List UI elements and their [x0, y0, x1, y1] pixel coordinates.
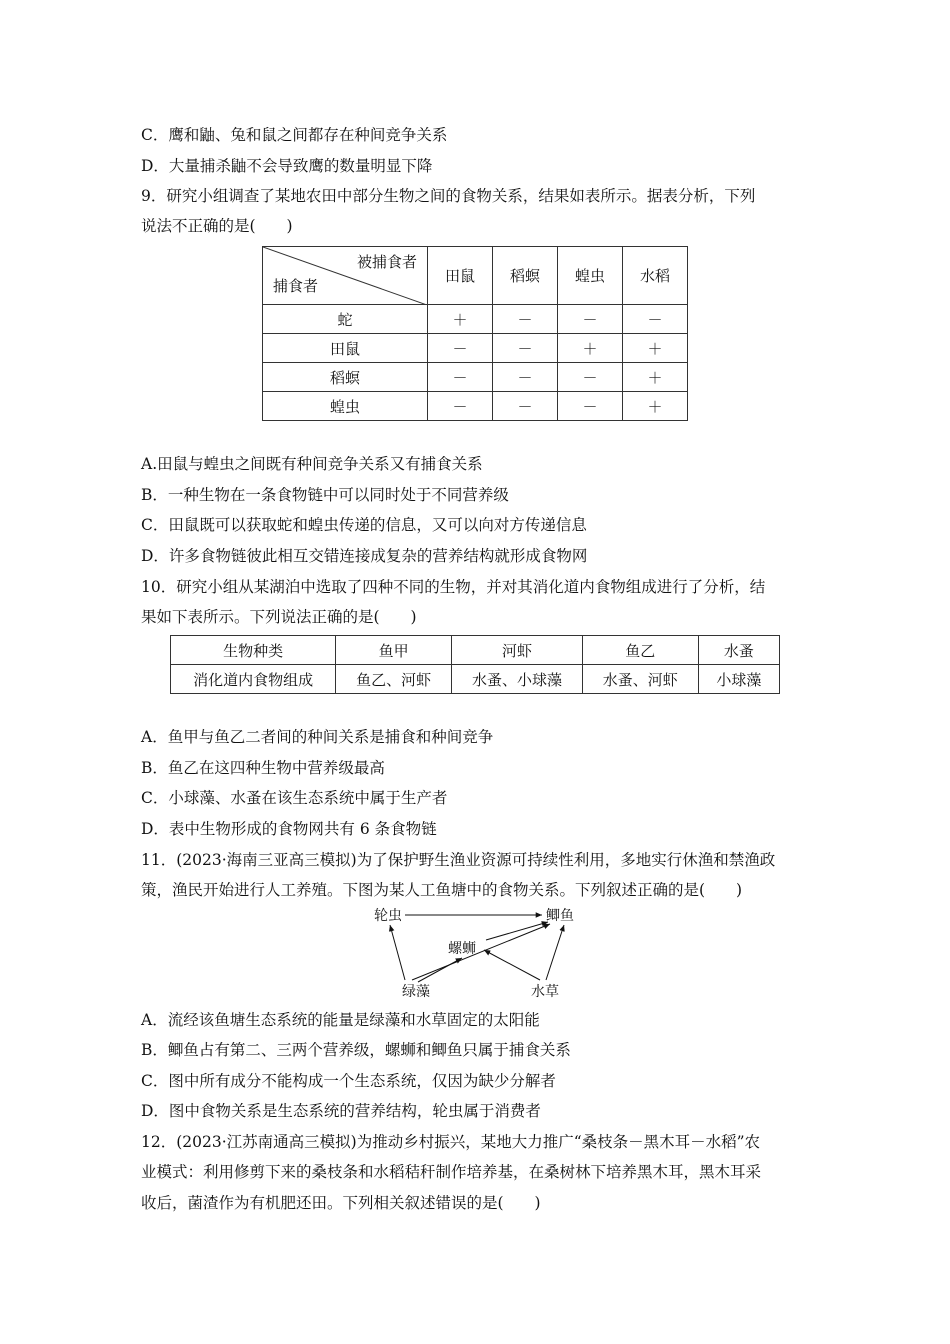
q10-option-b: B．鱼乙在这四种生物中营养级最高 [141, 759, 385, 777]
q12-stem-line1: 12．(2023·江苏南通高三模拟)为推动乡村振兴，某地大力推广“桑枝条－黑木耳－水稻”农 [141, 1133, 761, 1151]
q10-cell: 鱼甲 [336, 636, 452, 665]
q9-food-table [262, 246, 688, 421]
node-crucian-carp: 鲫鱼 [546, 908, 574, 924]
q11-option-b: B．鲫鱼占有第二、三两个营养级，螺蛳和鲫鱼只属于捕食关系 [141, 1041, 571, 1059]
q11-option-c: C．图中所有成分不能构成一个生态系统，仅因为缺少分解者 [141, 1072, 556, 1090]
q10-cell: 河虾 [452, 636, 583, 665]
q10-diet-table [170, 635, 780, 694]
q9-col-header: 水稻 [623, 247, 688, 305]
q11-stem-line1: 11．(2023·海南三亚高三模拟)为了保护野生渔业资源可持续性利用，多地实行休渔和禁渔政 [141, 851, 776, 869]
table-row [171, 636, 780, 665]
q9-cell: ＋ [623, 334, 688, 363]
arrow-algae-to-carp [412, 924, 550, 980]
q9-corner-header [263, 247, 428, 305]
q9-col-header: 蝗虫 [558, 247, 623, 305]
q10-stem-line1: 10．研究小组从某湖泊中选取了四种不同的生物，并对其消化道内食物组成进行了分析，结 [141, 578, 766, 596]
q10-cell: 鱼乙、河虾 [336, 665, 452, 694]
q11-stem-line2: 策，渔民开始进行人工养殖。下图为某人工鱼塘中的食物关系。下列叙述正确的是( ) [141, 881, 743, 899]
q10-cell: 消化道内食物组成 [171, 665, 336, 694]
table-row [263, 363, 688, 392]
q10-cell: 生物种类 [171, 636, 336, 665]
q11-option-d: D．图中食物关系是生态系统的营养结构，轮虫属于消费者 [141, 1102, 541, 1120]
q9-row-name: 田鼠 [263, 334, 428, 363]
q9-option-b: B．一种生物在一条食物链中可以同时处于不同营养级 [141, 486, 509, 504]
q9-cell: － [558, 305, 623, 334]
q9-cell: － [493, 363, 558, 392]
table-row [263, 392, 688, 421]
q8-option-c: C．鹰和鼬、兔和鼠之间都存在种间竞争关系 [141, 126, 448, 144]
q9-cell: － [493, 334, 558, 363]
node-green-algae: 绿藻 [402, 984, 430, 1000]
arrow-algae-to-rotifer [390, 925, 405, 980]
q9-cell: － [558, 392, 623, 421]
q9-cell: － [428, 334, 493, 363]
q9-cell: － [623, 305, 688, 334]
q9-option-a: A.田鼠与蝗虫之间既有种间竞争关系又有捕食关系 [141, 455, 483, 473]
q11-option-a: A．流经该鱼塘生态系统的能量是绿藻和水草固定的太阳能 [141, 1011, 540, 1029]
q8-option-d: D．大量捕杀鼬不会导致鹰的数量明显下降 [141, 157, 433, 175]
q10-cell: 鱼乙 [582, 636, 698, 665]
q9-cell: － [493, 392, 558, 421]
q9-cell: － [493, 305, 558, 334]
node-snail: 螺蛳 [448, 941, 476, 957]
q10-option-a: A．鱼甲与鱼乙二者间的种间关系是捕食和种间竞争 [141, 728, 494, 746]
q9-cell: － [428, 363, 493, 392]
q9-stem-line2: 说法不正确的是( ) [141, 217, 293, 235]
arrow-waterplant-to-snail [484, 950, 540, 980]
node-rotifer: 轮虫 [374, 908, 402, 924]
arrow-algae-to-snail [418, 958, 462, 982]
table-row [263, 305, 688, 334]
q9-row-name: 蛇 [263, 305, 428, 334]
q9-header-predator: 捕食者 [273, 277, 319, 295]
q9-col-header: 田鼠 [428, 247, 493, 305]
q10-cell: 水蚤 [698, 636, 779, 665]
q9-cell: ＋ [623, 392, 688, 421]
q9-option-c: C．田鼠既可以获取蛇和蝗虫传递的信息，又可以向对方传递信息 [141, 516, 587, 534]
q9-header-prey: 被捕食者 [356, 253, 417, 271]
q9-row-name: 蝗虫 [263, 392, 428, 421]
q10-option-c: C．小球藻、水蚤在该生态系统中属于生产者 [141, 789, 448, 807]
q9-row-name: 稻螟 [263, 363, 428, 392]
q9-cell: ＋ [558, 334, 623, 363]
q9-cell: － [558, 363, 623, 392]
q10-cell: 小球藻 [698, 665, 779, 694]
q11-food-web-diagram [350, 900, 590, 1005]
q9-cell: － [428, 392, 493, 421]
arrow-waterplant-to-carp [546, 925, 564, 980]
q10-cell: 水蚤、河虾 [582, 665, 698, 694]
table-row [171, 665, 780, 694]
q9-stem-line1: 9．研究小组调查了某地农田中部分生物之间的食物关系，结果如表所示。据表分析，下列 [141, 187, 756, 205]
q10-stem-line2: 果如下表所示。下列说法正确的是( ) [141, 608, 417, 626]
q9-col-header: 稻螟 [493, 247, 558, 305]
q12-stem-line2: 业模式：利用修剪下来的桑枝条和水稻秸秆制作培养基，在桑树林下培养黑木耳，黑木耳采 [141, 1163, 762, 1181]
q9-option-d: D．许多食物链彼此相互交错连接成复杂的营养结构就形成食物网 [141, 547, 588, 565]
table-row [263, 334, 688, 363]
q10-cell: 水蚤、小球藻 [452, 665, 583, 694]
q9-cell: ＋ [428, 305, 493, 334]
q12-stem-line3: 收后，菌渣作为有机肥还田。下列相关叙述错误的是( ) [141, 1194, 541, 1212]
q10-option-d: D．表中生物形成的食物网共有 6 条食物链 [141, 820, 437, 838]
q9-cell: ＋ [623, 363, 688, 392]
node-water-plant: 水草 [531, 984, 559, 1000]
